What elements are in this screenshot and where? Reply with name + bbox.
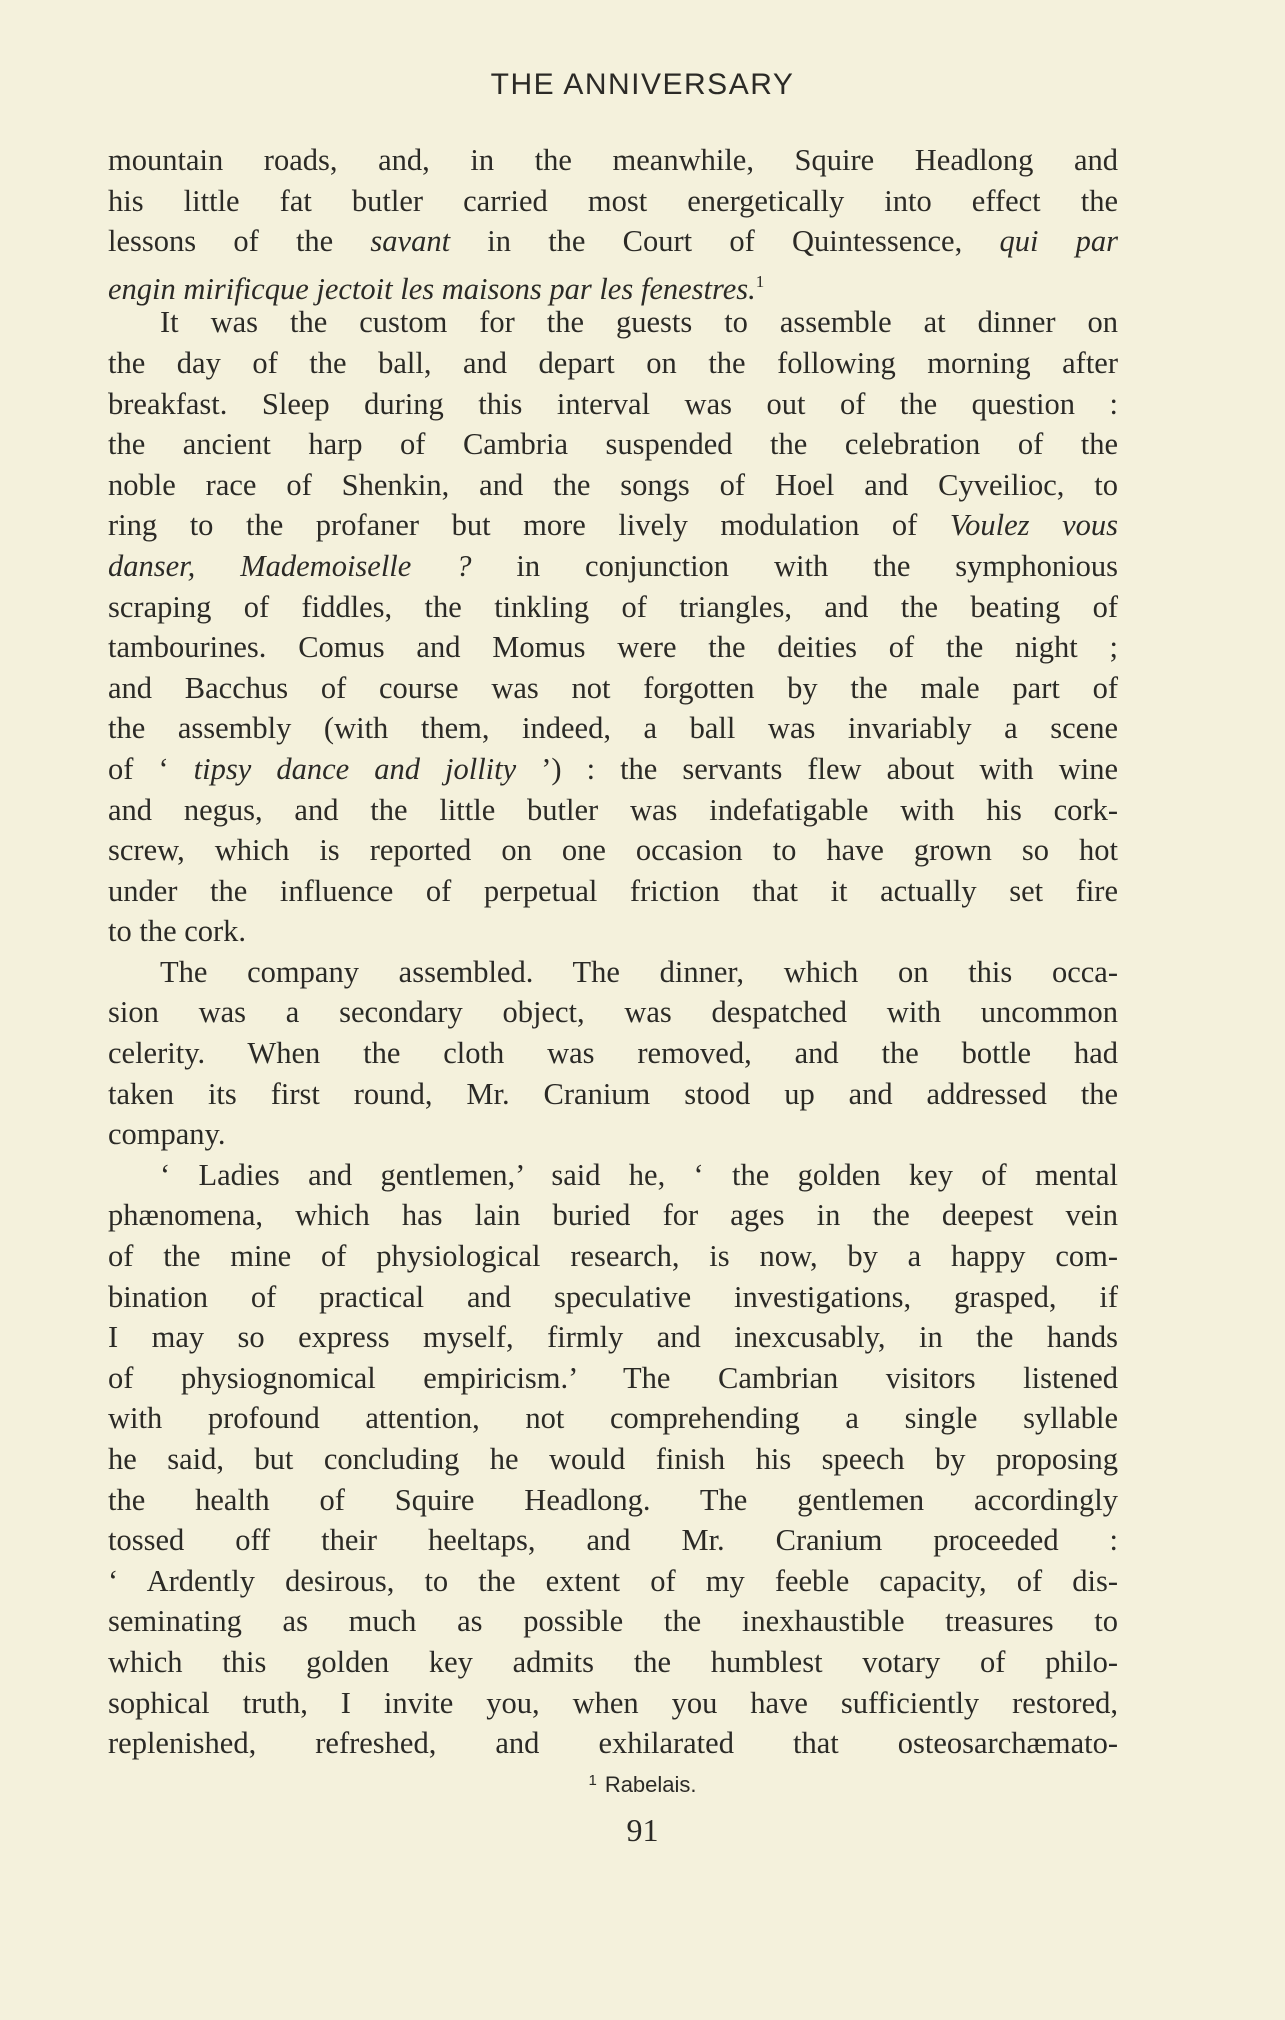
text-line: ring to the profaner but more lively modulation of Voulez vous (108, 508, 1118, 543)
text-line: to the cork. (108, 914, 247, 949)
text-line: replenished, refreshed, and exhilarated that osteosarchæmato- (108, 1726, 1118, 1761)
text-line: scraping of fiddles, the tinkling of triangles, and the beating of (108, 589, 1118, 624)
text-line: mountain roads, and, in the meanwhile, Squire Headlong and (108, 143, 1118, 177)
text-line: of the mine of physiological research, is now, by a happy com- (108, 1239, 1118, 1274)
text-line: of ‘ tipsy dance and jollity ’) : the servants flew about with wine (108, 751, 1118, 786)
text-line: company. (108, 1117, 226, 1152)
text-line: I may so express myself, firmly and inexcusably, in the hands (108, 1320, 1118, 1355)
footnote-text: Rabelais. (604, 1772, 697, 1797)
text-line: his little fat butler carried most energetically into effect the (108, 183, 1118, 218)
text-line: and Bacchus of course was not forgotten by the male part of (108, 670, 1118, 705)
text-line: of physiognomical empiricism.’ The Cambrian visitors listened (108, 1360, 1118, 1395)
text-line: noble race of Shenkin, and the songs of Hoel and Cyveilioc, to (108, 467, 1118, 502)
text-line: ‘ Ladies and gentlemen,’ said he, ‘ the golden key of mental (160, 1157, 1118, 1192)
text-line: tambourines. Comus and Momus were the deities of the night ; (108, 630, 1118, 665)
text-line: breakfast. Sleep during this interval was out of the question : (108, 386, 1118, 421)
text-line: It was the custom for the guests to assemble at dinner on (160, 305, 1118, 340)
text-line: the ancient harp of Cambria suspended the celebration of the (108, 427, 1118, 462)
text-line: and negus, and the little butler was indefatigable with his cork- (108, 792, 1118, 827)
text-line: The company assembled. The dinner, which on this occa- (160, 954, 1118, 989)
page-number: 91 (626, 1812, 659, 1848)
text-line: phænomena, which has lain buried for ages in the deepest vein (108, 1198, 1118, 1233)
text-line: celerity. When the cloth was removed, and the bottle had (108, 1036, 1118, 1071)
text-line (108, 262, 1118, 306)
text-line: seminating as much as possible the inexhaustible treasures to (108, 1604, 1118, 1639)
text-line: tossed off their heeltaps, and Mr. Cranium proceeded : (108, 1523, 1118, 1558)
running-header: THE ANNIVERSARY (490, 68, 795, 101)
footnote-marker: 1 (588, 1772, 597, 1789)
text-line: sion was a secondary object, was despatched with uncommon (108, 995, 1118, 1030)
text-line: which this golden key admits the humblest votary of philo- (108, 1644, 1118, 1679)
text-line: the assembly (with them, indeed, a ball was invariably a scene (108, 711, 1118, 746)
text-line: with profound attention, not comprehending a single syllable (108, 1401, 1118, 1436)
text-line: screw, which is reported on one occasion to have grown so hot (108, 833, 1118, 868)
footnote (0, 1772, 1285, 1798)
text-line: he said, but concluding he would finish his speech by proposing (108, 1442, 1118, 1476)
text-line: under the influence of perpetual friction that it actually set fire (108, 873, 1118, 908)
text-line: lessons of the savant in the Court of Quintessence, qui par (108, 224, 1118, 259)
italic-quote: engin mirificque jectoit les maisons par les fenestres. (108, 271, 756, 306)
text-line: danser, Mademoiselle ? in conjunction with the symphonious (108, 548, 1118, 583)
text-line: taken its first round, Mr. Cranium stood up and addressed the (108, 1076, 1118, 1111)
body-text (108, 140, 1118, 1764)
text-line: the day of the ball, and depart on the following morning after (108, 345, 1118, 380)
text-line: sophical truth, I invite you, when you have sufficiently restored, (108, 1685, 1118, 1720)
text-line: ‘ Ardently desirous, to the extent of my feeble capacity, of dis- (108, 1563, 1118, 1598)
text-line: the health of Squire Headlong. The gentlemen accordingly (108, 1482, 1118, 1517)
footnote-ref: 1 (755, 271, 765, 291)
text-line: bination of practical and speculative investigations, grasped, if (108, 1279, 1118, 1314)
